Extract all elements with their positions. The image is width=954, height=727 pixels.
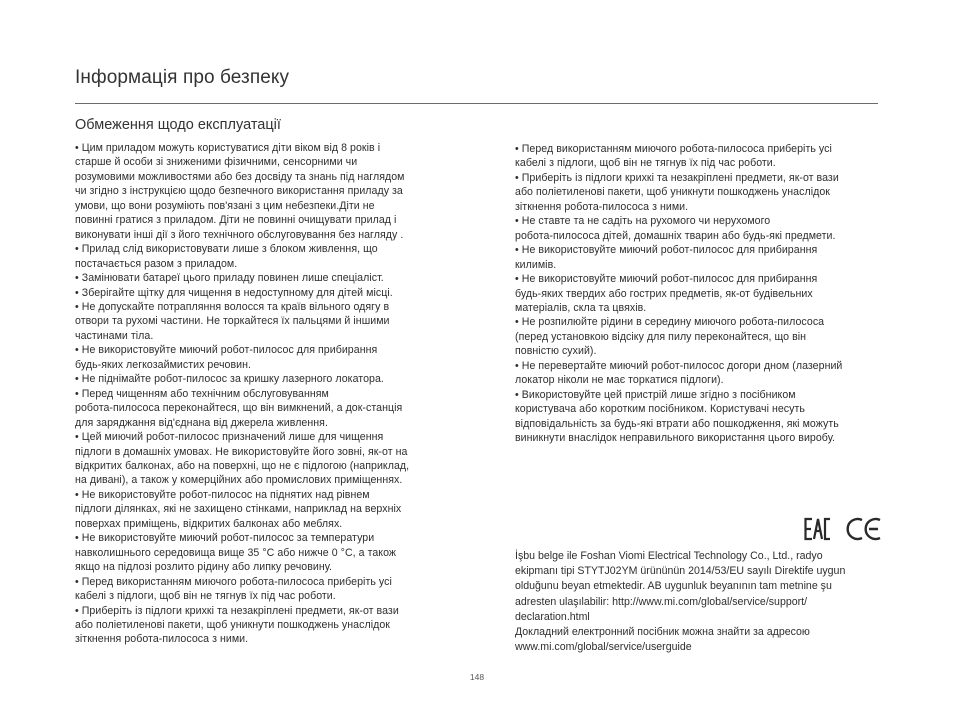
- text-line: • Зберігайте щітку для чищення в недоступному для дітей місці.: [75, 286, 393, 299]
- text-line: повністю сухий).: [515, 345, 597, 358]
- text-line: постачається разом з приладом.: [75, 257, 238, 270]
- page-title: Інформація про безпеку: [75, 67, 290, 88]
- text-line: будь-яких легкозаймистих речовин.: [75, 358, 252, 371]
- text-line: повинні гратися з приладом. Діти не повинні очищувати прилад і: [75, 214, 397, 227]
- text-line: зіткнення робота-пилососа з ними.: [515, 200, 689, 213]
- text-line: • Перед чищенням або технічним обслуговуванням: [75, 387, 329, 400]
- declaration-line: Докладний електронний посібник можна знайти за адресою: [515, 626, 810, 639]
- text-line: робота-пилососа дітей, домашніх тварин або будь-які предмети.: [515, 229, 836, 242]
- declaration-line: olduğunu beyan etmektedir. AB uygunluk beyanının tam metnine şu: [515, 580, 832, 593]
- eac-mark-icon: [806, 519, 831, 539]
- text-line: отвори та рухомі частини. Не торкайтеся їх пальцями й іншими: [75, 315, 390, 328]
- text-line: на дивані), а також у комерційних або промислових приміщеннях.: [75, 474, 403, 487]
- text-line: • Не використовуйте робот-пилосос на піднятих над рівнем: [75, 488, 370, 501]
- eac-ce-marks: [804, 514, 884, 544]
- text-line: (перед установкою відсіку для пилу переконайтеся, що він: [515, 330, 807, 343]
- text-line: користувача або коротким посібником. Користувачі несуть: [515, 403, 805, 416]
- text-line: умови, що вони розуміють пов'язані з цим небезпеки.Діти не: [75, 199, 375, 212]
- declaration-line: declaration.html: [515, 610, 590, 623]
- text-line: старше й особи зі зниженими фізичними, сенсорними чи: [75, 156, 358, 169]
- text-line: локатор ніколи не має торкатися підлоги).: [515, 374, 724, 387]
- text-line: виконувати інші дії з його технічного обслуговування без нагляду .: [75, 228, 404, 241]
- text-line: або поліетиленові пакети, щоб уникнути пошкоджень унаслідок: [75, 618, 390, 631]
- text-line: кабелі з підлоги, щоб він не тягнув їх під час роботи.: [75, 590, 336, 603]
- page-number: 148: [469, 672, 485, 682]
- text-line: відповідальність за будь-які втрати або пошкодження, які можуть: [515, 417, 839, 430]
- declaration-text: [515, 549, 887, 655]
- text-line: • Не використовуйте миючий робот-пилосос за температури: [75, 532, 375, 545]
- section-title: Обмеження щодо експлуатації: [75, 117, 281, 133]
- text-line: • Приберіть із підлоги крихкі та незакріплені предмети, як-от вази: [515, 171, 839, 184]
- text-line: зіткнення робота-пилососа з ними.: [75, 633, 249, 646]
- declaration-line: ekipmanı tipi STYTJ02YM ürününün 2014/53/EU sayılı Direktife uygun: [515, 565, 846, 578]
- declaration-line: www.mi.com/global/service/userguide: [515, 641, 692, 654]
- text-line: • Замінювати батареї цього приладу повинен лише спеціаліст.: [75, 272, 384, 285]
- ce-mark-icon: [848, 519, 880, 539]
- text-line: чи згідно з інструкцією щодо безпечного використання приладу за: [75, 185, 403, 198]
- text-line: будь-яких твердих або гострих предметів, як-от будівельних: [515, 287, 813, 300]
- text-line: якщо на підлозі розлито рідину або липку речовину.: [75, 561, 333, 574]
- text-line: або поліетиленові пакети, щоб уникнути пошкоджень унаслідок: [515, 186, 830, 199]
- text-line: • Прилад слід використовувати лише з блоком живлення, що: [75, 243, 378, 256]
- text-line: підлоги в домашніх умовах. Не використовуйте його зовні, як-от на: [75, 445, 408, 458]
- text-line: матеріалів, скла та цвяхів.: [515, 301, 647, 314]
- text-line: • Не використовуйте миючий робот-пилосос для прибирання: [515, 244, 818, 257]
- text-line: • Не ставте та не садіть на рухомого чи нерухомого: [515, 215, 771, 228]
- title-divider: [75, 103, 878, 104]
- right-column: [515, 142, 887, 446]
- text-line: робота-пилососа переконайтеся, що він вимкнений, а док-станція: [75, 402, 403, 415]
- text-line: кабелі з підлоги, щоб він не тягнув їх під час роботи.: [515, 157, 776, 170]
- text-line: • Цим приладом можуть користуватися діти віком від 8 років і: [75, 142, 381, 154]
- text-line: килимів.: [515, 258, 557, 271]
- text-line: • Приберіть із підлоги крихкі та незакріплені предмети, як-от вази: [75, 604, 399, 617]
- text-line: для заряджання від'єднана від джерела живлення.: [75, 416, 328, 429]
- declaration-line: İşbu belge ile Foshan Viomi Electrical Technology Co., Ltd., radyo: [515, 550, 823, 562]
- left-column: [75, 141, 447, 647]
- text-line: частинами тіла.: [75, 329, 154, 342]
- text-line: • Перед використанням миючого робота-пилососа приберіть усі: [75, 575, 392, 588]
- text-line: • Не перевертайте миючий робот-пилосос догори дном (лазерний: [515, 359, 843, 372]
- text-line: • Перед використанням миючого робота-пилососа приберіть усі: [515, 143, 832, 155]
- text-line: розумовими можливостями або без досвіду та знань під наглядом: [75, 170, 405, 183]
- declaration-line: adresten ulaşılabilir: http://www.mi.com/global/service/support/: [515, 595, 808, 608]
- text-line: • Цей миючий робот-пилосос призначений лише для чищення: [75, 431, 384, 444]
- certification-marks: [804, 514, 884, 544]
- text-line: поверхах приміщень, відкритих балконах або меблях.: [75, 517, 343, 530]
- text-line: відкритих балконах, або на поверхні, що не є підлогою (наприклад,: [75, 459, 410, 472]
- text-line: підлоги ділянках, які не захищено стінками, наприклад на верхніх: [75, 503, 402, 516]
- text-line: виникнути внаслідок неправильного використання цього виробу.: [515, 432, 835, 445]
- text-line: • Не використовуйте миючий робот-пилосос для прибирання: [515, 273, 818, 286]
- text-line: • Не використовуйте миючий робот-пилосос для прибирання: [75, 344, 378, 357]
- text-line: • Не розпилюйте рідини в середину миючого робота-пилососа: [515, 316, 825, 329]
- text-line: • Не допускайте потрапляння волосся та країв вільного одягу в: [75, 300, 390, 313]
- text-line: навколишнього середовища вище 35 °C або нижче 0 °C, а також: [75, 546, 397, 559]
- text-line: • Використовуйте цей пристрій лише згідно з посібником: [515, 388, 796, 401]
- text-line: • Не піднімайте робот-пилосос за кришку лазерного локатора.: [75, 373, 384, 386]
